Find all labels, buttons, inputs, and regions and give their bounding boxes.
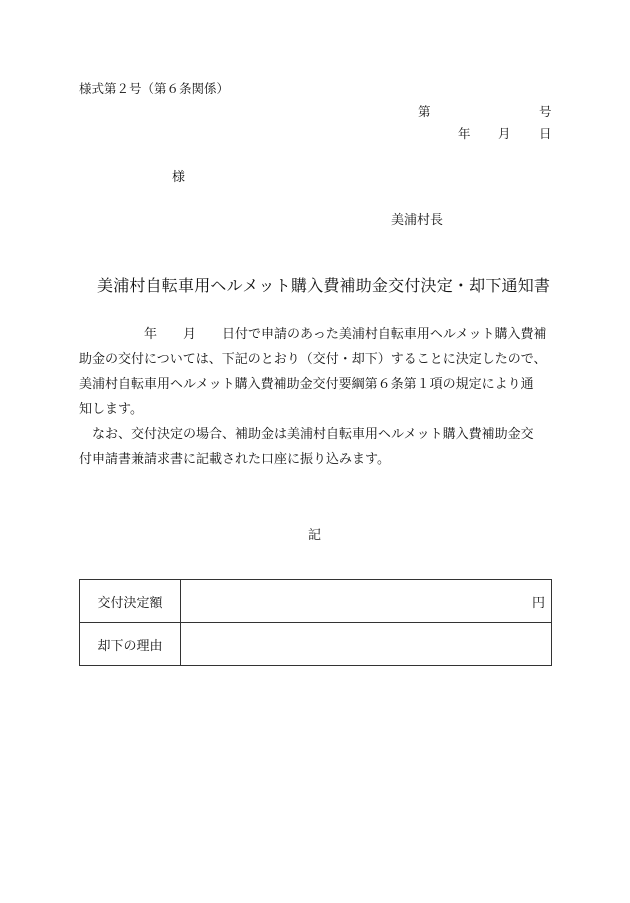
table-row [80, 623, 552, 666]
document-title: 美浦村自転車用ヘルメット購入費補助金交付決定・却下通知書 [97, 276, 551, 295]
rejection-reason-label: 却下の理由 [80, 623, 181, 666]
ki-heading: 記 [308, 528, 322, 543]
number-prefix: 第 [418, 104, 431, 119]
body-line: 付申請書兼請求書に記載された口座に振り込みます。 [79, 452, 390, 467]
grant-amount-field: 円 [181, 580, 552, 623]
rejection-reason-field [181, 623, 552, 666]
body-line: 知します。 [79, 402, 143, 417]
body-line: 年 月 日付で申請のあった美浦村自転車用ヘルメット購入費補 [79, 327, 547, 342]
recipient-honorific: 様 [172, 170, 186, 185]
date-year: 年 [458, 126, 471, 141]
body-line: なお、交付決定の場合、補助金は美浦村自転車用ヘルメット購入費補助金交 [79, 427, 534, 442]
sender-name: 美浦村長 [391, 213, 444, 228]
body-line: 美浦村自転車用ヘルメット購入費補助金交付要綱第６条第１項の規定により通 [79, 377, 534, 392]
grant-amount-label: 交付決定額 [80, 580, 181, 623]
form-number: 様式第２号（第６条関係） [79, 81, 230, 96]
body-text [79, 322, 553, 472]
number-suffix: 号 [539, 104, 552, 119]
date-day: 日 [539, 126, 552, 141]
decision-table [79, 579, 552, 666]
body-line: 助金の交付については、下記のとおり（交付・却下）することに決定したので、 [79, 352, 547, 367]
table-row [80, 580, 552, 623]
date-month: 月 [498, 126, 511, 141]
